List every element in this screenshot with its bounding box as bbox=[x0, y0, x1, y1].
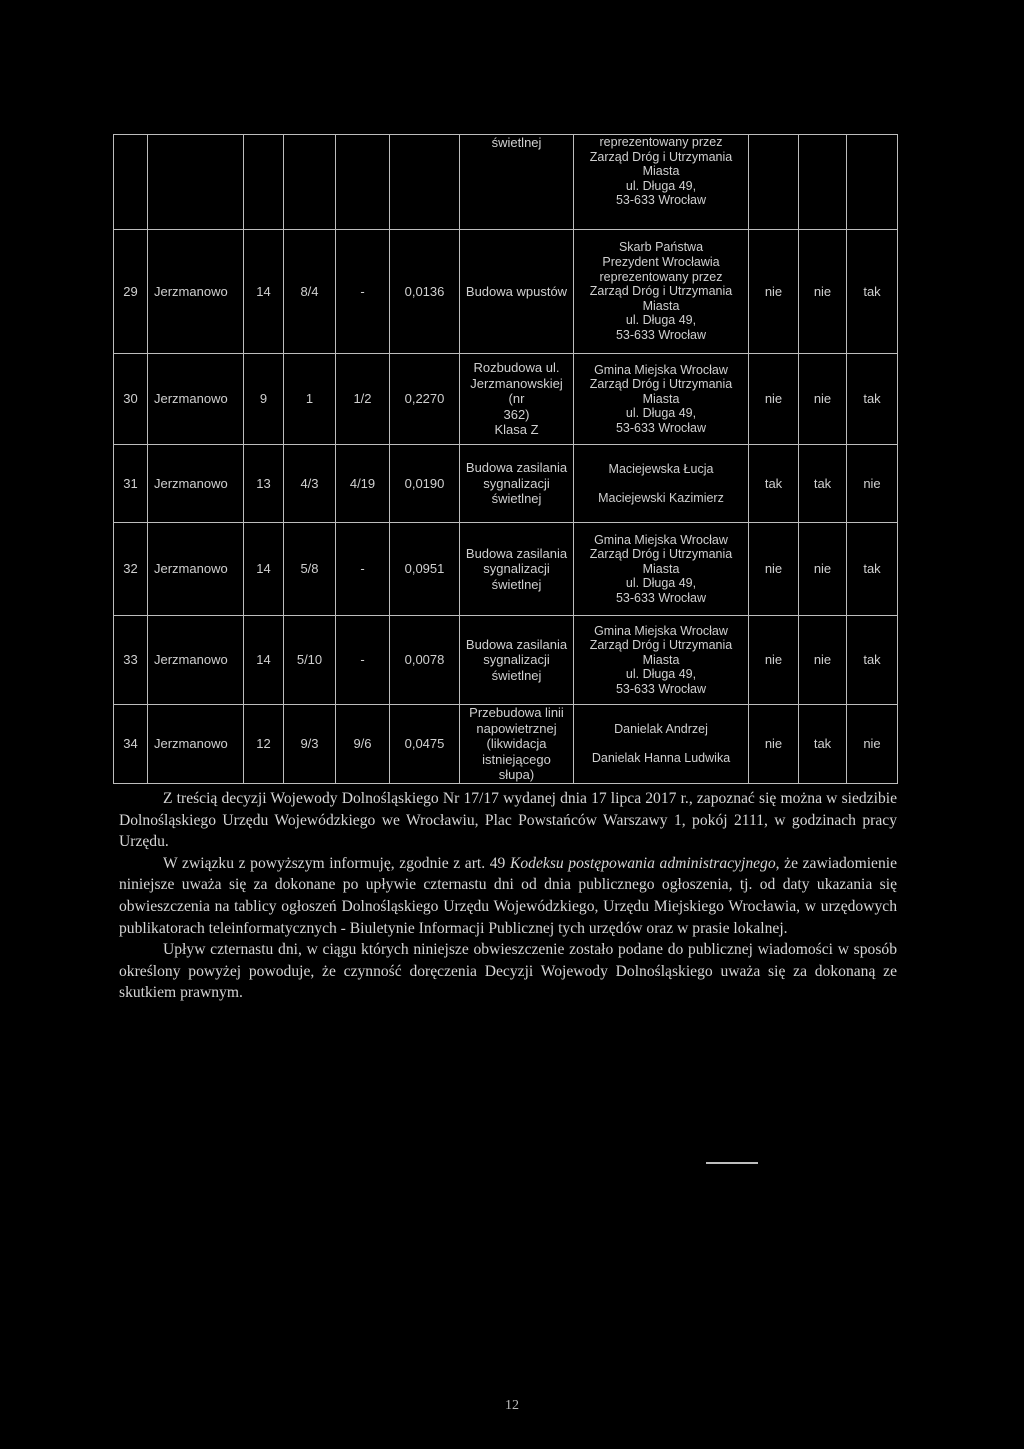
separator-dash bbox=[706, 1162, 758, 1164]
cell-area: 0,2270 bbox=[390, 354, 460, 445]
cell-plot: 9/3 bbox=[284, 705, 336, 784]
notice-paragraph-3: Upływ czternastu dni, w ciągu których niniejsze obwieszczenie zostało podane do publicznej wiadomości w sposób określony powyżej powoduje, że czynność doręczenia Decyzji Wojewody Dolnośląskiego uważa się za dokonaną ze skutkiem prawnym. bbox=[119, 941, 897, 1002]
cell-flag-3: tak bbox=[847, 616, 898, 705]
cell-no: 33 bbox=[114, 616, 148, 705]
cell-flag-1: nie bbox=[749, 616, 799, 705]
cell-no: 29 bbox=[114, 230, 148, 354]
parcel-table bbox=[113, 134, 898, 784]
cell-sheet: 9 bbox=[244, 354, 284, 445]
cell-sheet: 14 bbox=[244, 523, 284, 616]
cell-area: 0,0951 bbox=[390, 523, 460, 616]
cell-flag-3: tak bbox=[847, 354, 898, 445]
cell-sheet: 14 bbox=[244, 616, 284, 705]
cell-purpose: Budowa zasilania sygnalizacji świetlnej bbox=[460, 523, 574, 616]
cell-owner: Gmina Miejska Wrocław Zarząd Dróg i Utrzymania Miasta ul. Długa 49, 53-633 Wrocław bbox=[574, 523, 749, 616]
table-row bbox=[114, 230, 898, 354]
cell-area: 0,0190 bbox=[390, 445, 460, 523]
cell-area bbox=[390, 135, 460, 230]
cell-flag-2: nie bbox=[799, 616, 847, 705]
cell-flag-3: nie bbox=[847, 705, 898, 784]
cell-new-plot: - bbox=[336, 230, 390, 354]
cell-flag-2: nie bbox=[799, 523, 847, 616]
cell-locality: Jerzmanowo bbox=[148, 523, 244, 616]
cell-area: 0,0136 bbox=[390, 230, 460, 354]
cell-sheet bbox=[244, 135, 284, 230]
cell-flag-1 bbox=[749, 135, 799, 230]
cell-sheet: 13 bbox=[244, 445, 284, 523]
notice-paragraph-2 bbox=[119, 853, 897, 939]
cell-locality: Jerzmanowo bbox=[148, 445, 244, 523]
cell-owner: Skarb Państwa Prezydent Wrocławia reprezentowany przez Zarząd Dróg i Utrzymania Miasta ul. Długa 49, 53-633 Wrocław bbox=[574, 230, 749, 354]
cell-no: 34 bbox=[114, 705, 148, 784]
cell-flag-3: tak bbox=[847, 230, 898, 354]
notice-paragraph-1: Z treścią decyzji Wojewody Dolnośląskiego Nr 17/17 wydanej dnia 17 lipca 2017 r., zapoznać się można w siedzibie Dolnośląskiego Urzędu Wojewódzkiego we Wrocławiu, Plac Powstańców Warszawy 1, pokój 2111, w godzinach pracy Urzędu. bbox=[119, 790, 897, 851]
cell-flag-1: nie bbox=[749, 230, 799, 354]
cell-locality: Jerzmanowo bbox=[148, 616, 244, 705]
cell-plot: 8/4 bbox=[284, 230, 336, 354]
cell-sheet: 14 bbox=[244, 230, 284, 354]
cell-flag-2 bbox=[799, 135, 847, 230]
cell-plot: 1 bbox=[284, 354, 336, 445]
cell-new-plot bbox=[336, 135, 390, 230]
cell-owner: Gmina Miejska Wrocław Zarząd Dróg i Utrzymania Miasta ul. Długa 49, 53-633 Wrocław bbox=[574, 354, 749, 445]
table-row bbox=[114, 354, 898, 445]
cell-no: 30 bbox=[114, 354, 148, 445]
cell-flag-3 bbox=[847, 135, 898, 230]
cell-locality bbox=[148, 135, 244, 230]
cell-new-plot: 9/6 bbox=[336, 705, 390, 784]
cell-flag-1: nie bbox=[749, 354, 799, 445]
cell-purpose: Rozbudowa ul. Jerzmanowskiej (nr 362) Klasa Z bbox=[460, 354, 574, 445]
cell-no bbox=[114, 135, 148, 230]
cell-flag-2: nie bbox=[799, 354, 847, 445]
cell-area: 0,0078 bbox=[390, 616, 460, 705]
cell-locality: Jerzmanowo bbox=[148, 705, 244, 784]
cell-purpose: Budowa zasilania sygnalizacji świetlnej bbox=[460, 616, 574, 705]
cell-flag-3: nie bbox=[847, 445, 898, 523]
cell-flag-2: nie bbox=[799, 230, 847, 354]
cell-flag-1: nie bbox=[749, 705, 799, 784]
notice-p2-end: , że zawiadomienie niniejsze uważa się za dokonane po upływie czternastu dni od dnia publicznego ogłoszenia, tj. od daty ukazania się obwieszczenia na tablicy ogłoszeń Dolnośląskiego Urzędu Wojewódzkiego, Urzędu Miejskiego Wrocławia, w urzędowych publikatorach teleinformatycznych - Biuletynie Informacji Publicznej tych urzędów oraz w prasie lokalnej. bbox=[119, 854, 898, 937]
cell-plot: 4/3 bbox=[284, 445, 336, 523]
table-row bbox=[114, 523, 898, 616]
cell-purpose: Przebudowa linii napowietrznej (likwidacja istniejącego słupa) bbox=[460, 705, 574, 784]
cell-purpose: świetlnej bbox=[460, 135, 574, 230]
cell-no: 31 bbox=[114, 445, 148, 523]
cell-flag-1: tak bbox=[749, 445, 799, 523]
cell-new-plot: 1/2 bbox=[336, 354, 390, 445]
cell-new-plot: - bbox=[336, 523, 390, 616]
cell-locality: Jerzmanowo bbox=[148, 230, 244, 354]
cell-flag-3: tak bbox=[847, 523, 898, 616]
cell-new-plot: 4/19 bbox=[336, 445, 390, 523]
table-row bbox=[114, 705, 898, 784]
notice-text bbox=[119, 788, 897, 1004]
cell-owner: reprezentowany przez Zarząd Dróg i Utrzymania Miasta ul. Długa 49, 53-633 Wrocław bbox=[574, 135, 749, 230]
notice-code-title: Kodeksu postępowania administracyjnego bbox=[509, 854, 776, 872]
notice-p2-start: W związku z powyższym informuję, zgodnie z art. 49 bbox=[163, 854, 510, 872]
cell-flag-2: tak bbox=[799, 705, 847, 784]
cell-owner: Danielak Andrzej Danielak Hanna Ludwika bbox=[574, 705, 749, 784]
cell-sheet: 12 bbox=[244, 705, 284, 784]
cell-owner: Gmina Miejska Wrocław Zarząd Dróg i Utrzymania Miasta ul. Długa 49, 53-633 Wrocław bbox=[574, 616, 749, 705]
cell-area: 0,0475 bbox=[390, 705, 460, 784]
table-row bbox=[114, 616, 898, 705]
cell-plot bbox=[284, 135, 336, 230]
cell-purpose: Budowa wpustów bbox=[460, 230, 574, 354]
cell-flag-1: nie bbox=[749, 523, 799, 616]
page-number: 12 bbox=[505, 1398, 519, 1413]
cell-plot: 5/8 bbox=[284, 523, 336, 616]
cell-owner: Maciejewska Łucja Maciejewski Kazimierz bbox=[574, 445, 749, 523]
cell-new-plot: - bbox=[336, 616, 390, 705]
cell-plot: 5/10 bbox=[284, 616, 336, 705]
cell-purpose: Budowa zasilania sygnalizacji świetlnej bbox=[460, 445, 574, 523]
table-row bbox=[114, 445, 898, 523]
cell-flag-2: tak bbox=[799, 445, 847, 523]
cell-locality: Jerzmanowo bbox=[148, 354, 244, 445]
cell-no: 32 bbox=[114, 523, 148, 616]
table-row-continuation bbox=[114, 135, 898, 230]
